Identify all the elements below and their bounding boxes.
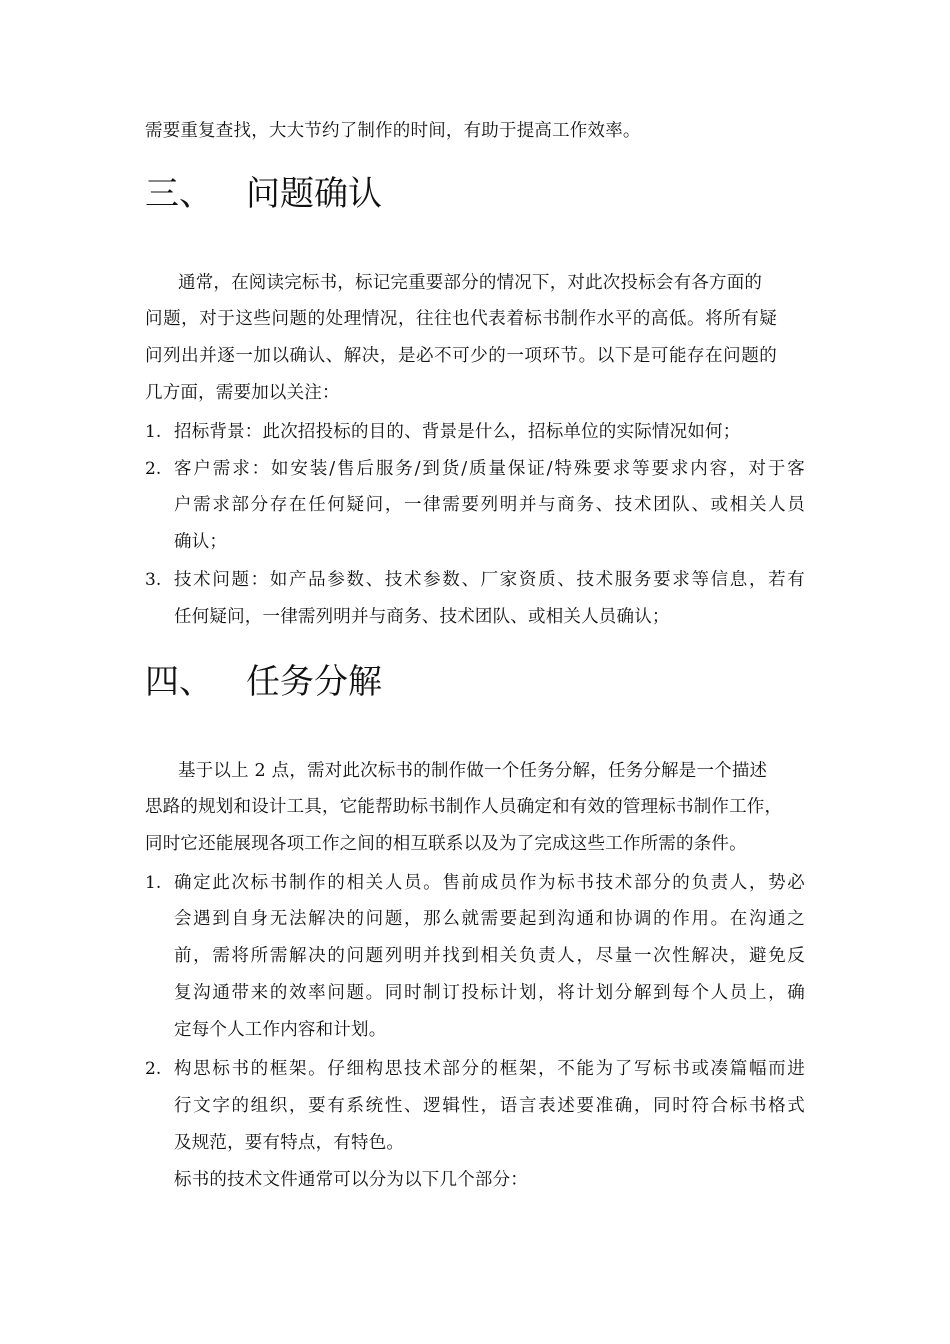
- paragraph-line: 基于以上 2 点，需对此次标书的制作做一个任务分解，任务分解是一个描述: [178, 761, 768, 781]
- paragraph-line: 问列出并逐一加以确认、解决，是必不可少的一项环节。以下是可能存在问题的: [145, 346, 777, 366]
- paragraph-line: 几方面，需要加以关注：: [145, 383, 340, 403]
- section-4-title: 任务分解: [246, 662, 382, 702]
- list-item-line: 定每个人工作内容和计划。: [174, 1020, 387, 1040]
- list-item-line: 前，需将所需解决的问题列明并找到相关负责人，尽量一次性解决，避免反: [174, 946, 805, 966]
- list-item-number: 2.: [145, 459, 162, 479]
- section-3-number: 三、: [145, 174, 213, 214]
- paragraph-line: 思路的规划和设计工具，它能帮助标书制作人员确定和有效的管理标书制作工作，: [145, 797, 783, 817]
- list-item-line: 技术问题：如产品参数、技术参数、厂家资质、技术服务要求等信息，若有: [174, 570, 805, 590]
- list-item-line: 构思标书的框架。仔细构思技术部分的框架，不能为了写标书或凑篇幅而进: [174, 1059, 805, 1079]
- closing-line: 标书的技术文件通常可以分为以下几个部分：: [174, 1170, 528, 1190]
- section-3-heading: [145, 172, 382, 216]
- list-item-number: 2.: [145, 1059, 162, 1079]
- section-4-heading: [145, 660, 382, 704]
- list-item-number: 3.: [145, 570, 162, 590]
- list-item-line: 会遇到自身无法解决的问题，那么就需要起到沟通和协调的作用。在沟通之: [174, 909, 805, 929]
- list-item-line: 及规范，要有特点，有特色。: [174, 1133, 405, 1153]
- list-item-number: 1.: [145, 873, 162, 893]
- list-item-line: 户需求部分存在任何疑问，一律需要列明并与商务、技术团队、或相关人员: [174, 495, 805, 515]
- intro-line: 需要重复查找，大大节约了制作的时间，有助于提高工作效率。: [145, 121, 641, 141]
- list-item-line: 行文字的组织，要有系统性、逻辑性，语言表述要准确，同时符合标书格式: [174, 1096, 805, 1116]
- section-4-number: 四、: [145, 662, 213, 702]
- list-item-line: 确认；: [174, 532, 228, 552]
- list-item-line: 客户需求：如安装/售后服务/到货/质量保证/特殊要求等要求内容，对于客: [174, 459, 805, 479]
- list-item-line: 招标背景：此次招投标的目的、背景是什么，招标单位的实际情况如何；: [174, 422, 741, 442]
- section-3-title: 问题确认: [246, 174, 382, 214]
- paragraph-line: 同时它还能展现各项工作之间的相互联系以及为了完成这些工作所需的条件。: [145, 834, 747, 854]
- list-item-line: 任何疑问，一律需列明并与商务、技术团队、或相关人员确认；: [174, 607, 670, 627]
- paragraph-line: 通常，在阅读完标书，标记完重要部分的情况下，对此次投标会有各方面的: [178, 273, 763, 293]
- list-item-line: 复沟通带来的效率问题。同时制订投标计划，将计划分解到每个人员上，确: [174, 983, 805, 1003]
- list-item-line: 确定此次标书制作的相关人员。售前成员作为标书技术部分的负责人，势必: [174, 873, 805, 893]
- paragraph-line: 问题，对于这些问题的处理情况，往往也代表着标书制作水平的高低。将所有疑: [145, 309, 777, 329]
- list-item-number: 1.: [145, 422, 162, 442]
